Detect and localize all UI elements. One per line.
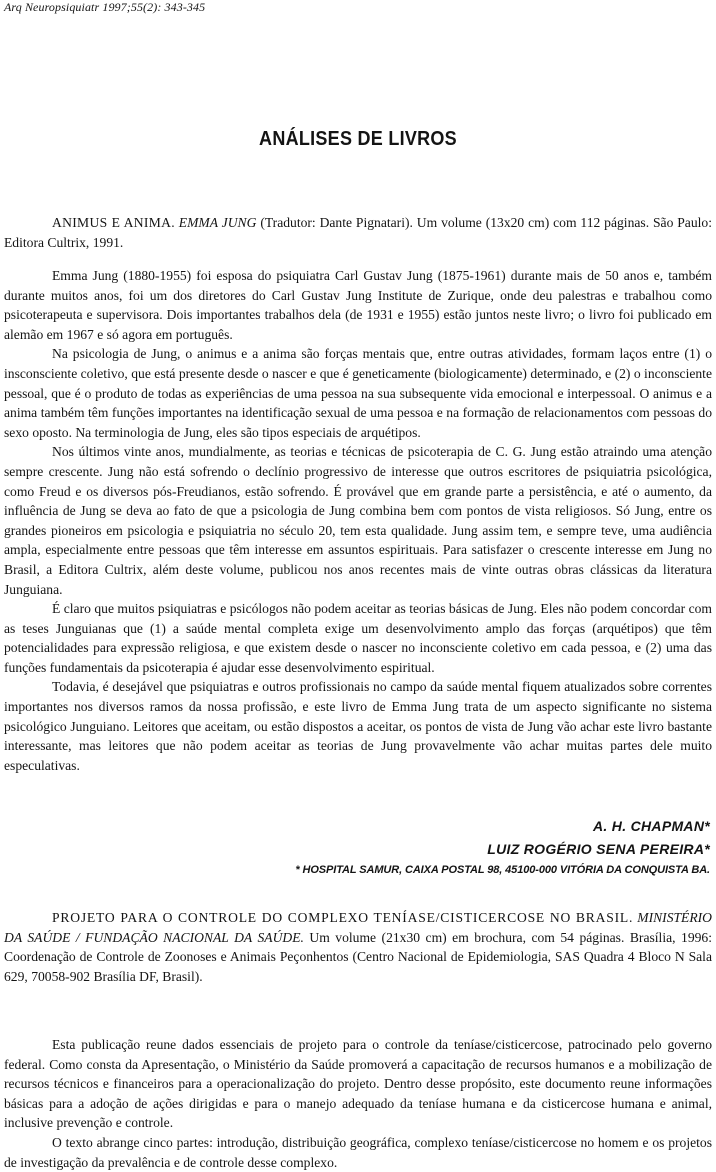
reviewer-name: A. H. CHAPMAN* bbox=[593, 818, 710, 834]
review-1-paragraph: É claro que muitos psiquiatras e psicólogos não podem aceitar as teorias básicas de Jung. Eles não podem concordar com as teses Junguianas que (1) a saúde mental completa exige um desenvolvimento amplo das forças (arquétipos) que têm potencialidades para expressão religiosa, e que existem desde o nascer no inconsciente coletivo em cada pessoa, e (2) uma das funções fundamentais da psicoterapia é ajudar esse desenvolvimento espiritual. bbox=[4, 601, 712, 675]
review-2-publication-details: Um volume (21x30 cm) em brochura, com 54 páginas. Brasília, 1996: Coordenação de Controle de Zoonoses e Animais Peçonhentos (Centro Nacional de Epidemiologia, SAS Quadra 4 Bloco N Sala 629, 70058-902 Brasília DF, Brasil). bbox=[4, 929, 712, 984]
review-1-citation bbox=[4, 213, 712, 252]
review-1-paragraph: Todavia, é desejável que psiquiatras e outros profissionais no campo da saúde mental fiquem atualizados sobre correntes importantes nos diversos ramos da nossa profissão, e este livro de Emma Jung trata de um aspecto significante no sistema psicológico Junguiano. Leitores que aceitam, ou estão dispostos a aceitar, os pontos de vista de Jung vão achar este livro bastante interessante, mas leitores que não podem aceitar as teorias de Jung provavelmente vão achar muitas partes dele muito especulativas. bbox=[4, 679, 712, 773]
review-1-paragraph: Na psicologia de Jung, o animus e a anima são forças mentais que, entre outras atividades, formam laços entre (1) o insconsciente coletivo, que está presente desde o nascer e que é geneticamente (biologicamente) determinado, e (2) o inconsciente pessoal, que é o produto de todas as experiências de uma pessoa na sua subsequente vida emocional e interpessoal. O animus e a anima também têm funções importantes na identificação sexual de uma pessoa e na formação de relacionamentos com pessoas do sexo oposto. Na terminologia de Jung, eles são tipos especiais de arquétipos. bbox=[4, 346, 712, 440]
page-title: ANÁLISES DE LIVROS bbox=[259, 128, 457, 150]
review-2-citation bbox=[4, 908, 712, 986]
review-1-paragraph: Nos últimos vinte anos, mundialmente, as teorias e técnicas de psicoterapia de C. G. Jung estão atraindo uma atenção sempre crescente. Jung não está sofrendo o declínio progressivo de interesse que outros escritores de psiquiatria psicológica, como Freud e os diversos pós-Freudianos, estão sofrendo. É provável que em grande parte a persistência, e até o aumento, da influência de Jung se deva ao fato de que a psicologia de Jung combina bem com pontos de vista religiosos. Só Jung, entre os grandes pioneiros em psicologia e psiquiatria no século 20, tem esta qualidade. Jung assim tem, e sempre teve, uma audiência ampla, especialmente entre pessoas que têm interesse em assuntos espirituais. Para satisfazer o crescente interesse em Jung no Brasil, a Editora Cultrix, além deste volume, publicou nos anos recentes mais de vinte outras obras clássicas da literatura Junguiana. bbox=[4, 444, 712, 597]
journal-reference: Arq Neuropsiquiatr 1997;55(2): 343-345 bbox=[4, 0, 206, 14]
review-2-author: MINISTÉRIO DA SAÚDE / FUNDAÇÃO NACIONAL DA SAÚDE. bbox=[4, 910, 713, 945]
review-2-book-title: PROJETO PARA O CONTROLE DO COMPLEXO TENÍASE/CISTICERCOSE NO BRASIL. bbox=[52, 910, 634, 925]
review-1-body bbox=[4, 266, 712, 775]
review-1-author: EMMA JUNG bbox=[178, 215, 257, 230]
reviewer-affiliation: * HOSPITAL SAMUR, CAIXA POSTAL 98, 45100-000 VITÓRIA DA CONQUISTA BA. bbox=[295, 864, 710, 876]
review-1-book-title: ANIMUS E ANIMA. bbox=[52, 215, 175, 230]
review-1-paragraph: Emma Jung (1880-1955) foi esposa do psiquiatra Carl Gustav Jung (1875-1961) durante mais de 50 anos e, também durante muitos anos, foi um dos diretores do Carl Gustav Jung Institute de Zurique, onde deu palestras e trabalhou como psicoterapeuta e supervisora. Dois importantes trabalhos dela (de 1931 e 1955) estão juntos neste livro; o livro foi publicado em alemão em 1967 e só agora em português. bbox=[4, 268, 712, 342]
review-2-paragraph: Esta publicação reune dados essenciais de projeto para o controle da teníase/cisticercose, patrocinado pelo governo federal. Como consta da Apresentação, o Ministério da Saúde promoverá a capacitação de recursos humanos e a mobilização de recursos técnicos e financeiros para a operacionalização do projeto. Dentro desse propósito, este documento reune informações básicas para a adoção de ações dirigidas e para o manejo adequado da teníase humana e da cisticercose humana e animal, inclusive prevenção e controle. bbox=[4, 1037, 712, 1131]
review-1-publication-details: (Tradutor: Dante Pignatari). Um volume (13x20 cm) com 112 páginas. São Paulo: Editora Cultrix, 1991. bbox=[4, 215, 712, 250]
reviewer-name: LUIZ ROGÉRIO SENA PEREIRA* bbox=[487, 841, 710, 857]
review-2-body bbox=[4, 1035, 712, 1172]
review-2-paragraph: O texto abrange cinco partes: introdução, distribuição geográfica, complexo teníase/cisticercose no homem e os projetos de investigação da prevalência e de controle desse complexo. bbox=[4, 1134, 712, 1170]
